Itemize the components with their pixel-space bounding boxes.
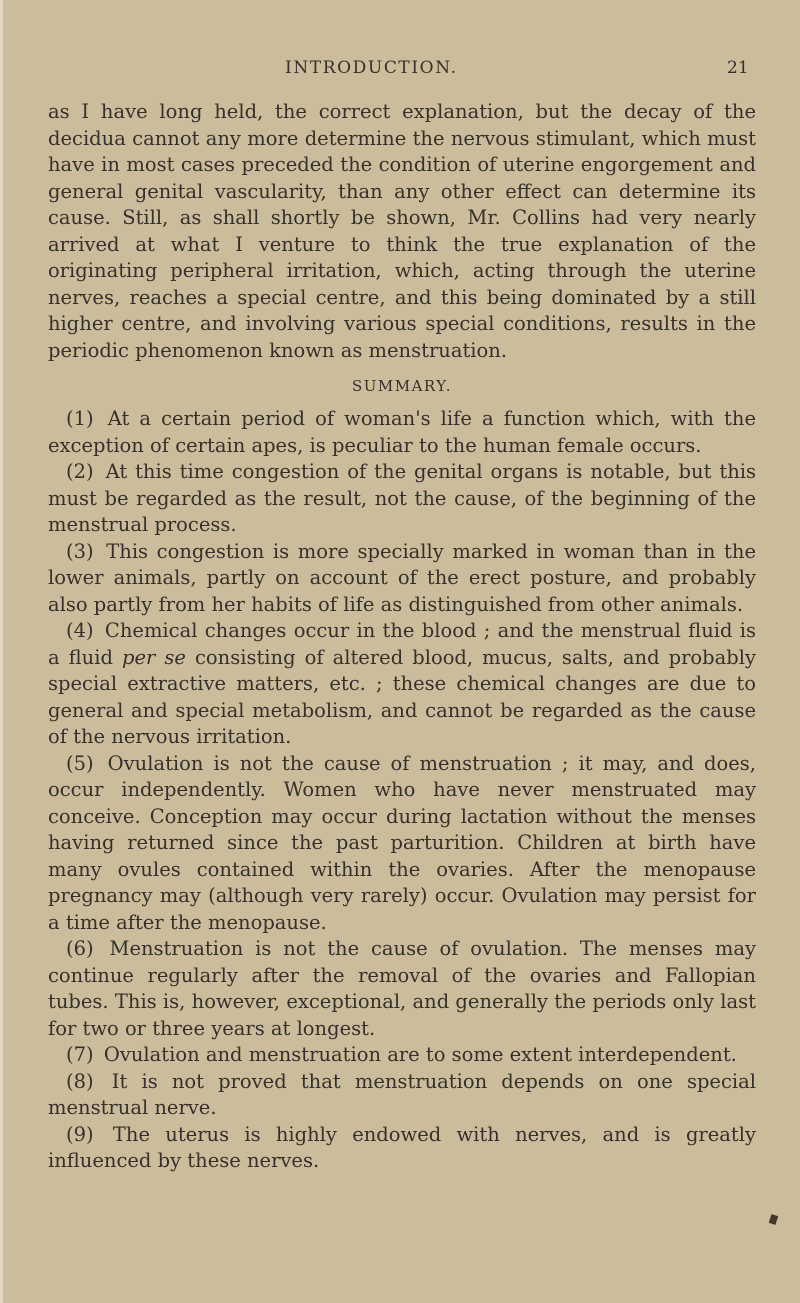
page-content: [48, 99, 756, 1175]
page-edge: [0, 0, 3, 1303]
summary-item-5: [48, 751, 756, 937]
summary-item-6: [48, 936, 756, 1042]
page-number: 21: [727, 58, 749, 78]
summary-item-4: [48, 618, 756, 751]
summary-item-7: [48, 1042, 756, 1069]
item-number: (9): [66, 1122, 94, 1146]
item-text: Menstruation is not the cause of ovulation. The menses may continue regularly after the removal of the ovaries and Fallopian tubes. This is, however, exceptional, and generally the periods only last for two or three years at longest.: [48, 937, 756, 1040]
item-text-after: consisting of altered blood, mucus, salts, and probably special extractive matters, etc. ; these chemical changes are due to general and special metabolism, and cannot be regarded as the cause of the nervous irritation.: [48, 645, 756, 748]
page-header: [0, 58, 800, 88]
item-text: It is not proved that menstruation depends on one special menstrual nerve.: [48, 1069, 756, 1119]
item-number: (4): [66, 619, 94, 642]
summary-item-3: [48, 539, 756, 619]
intro-paragraph: as I have long held, the correct explanation, but the decay of the decidua cannot any more determine the nervous stimulant, which must have in most cases preceded the condition of uterine engorgement and general genital vascularity, than any other effect can determine its cause. Still, as shall shortly be shown, Mr. Collins had very nearly arrived at what I venture to think the true explanation of the originating peripheral irritation, which, acting through the uterine nerves, reaches a special centre, and this being dominated by a still higher centre, and involving various special conditions, results in the periodic phenomenon known as menstruation.: [48, 100, 756, 362]
item-text: The uterus is highly endowed with nerves, and is greatly influenced by these nerves.: [48, 1122, 756, 1172]
ink-mark: [769, 1214, 778, 1225]
item-number: (6): [66, 937, 94, 960]
item-number: (2): [66, 460, 94, 483]
item-text: Ovulation is not the cause of menstruation ; it may, and does, occur independently. Women who have never menstruated may conceive. Conception may occur during lactation without the menses having returned since the past parturition. Children at birth have many ovules contained within the ovaries. After the menopause pregnancy may (although very rarely) occur. Ovulation may persist for a time after the menopause.: [48, 751, 756, 934]
item-text: Ovulation and menstruation are to some extent interdependent.: [103, 1043, 737, 1066]
summary-item-9: [48, 1122, 756, 1175]
item-text-before: Chemical changes occur in the blood ; and the menstrual fluid is a fluid: [48, 619, 756, 669]
item-number: (1): [66, 407, 94, 430]
summary-item-8: [48, 1069, 756, 1122]
item-text: At this time congestion of the genital organs is notable, but this must be regarded as the result, not the cause, of the beginning of the menstrual process.: [48, 460, 757, 536]
item-number: (5): [66, 751, 94, 775]
item-number: (3): [66, 539, 94, 563]
latin-phrase: per se: [122, 645, 186, 669]
item-text: This congestion is more specially marked in woman than in the lower animals, partly on account of the erect posture, and probably also partly from her habits of life as distinguished from other animals.: [48, 539, 756, 616]
summary-item-1: [48, 406, 756, 459]
item-number: (8): [66, 1069, 94, 1093]
running-head: INTRODUCTION.: [285, 58, 458, 78]
item-number: (7): [66, 1043, 94, 1066]
item-text: At a certain period of woman's life a function which, with the exception of certain apes, is peculiar to the human female occurs.: [48, 407, 756, 457]
summary-heading: SUMMARY.: [351, 377, 453, 395]
summary-item-2: [48, 459, 756, 539]
